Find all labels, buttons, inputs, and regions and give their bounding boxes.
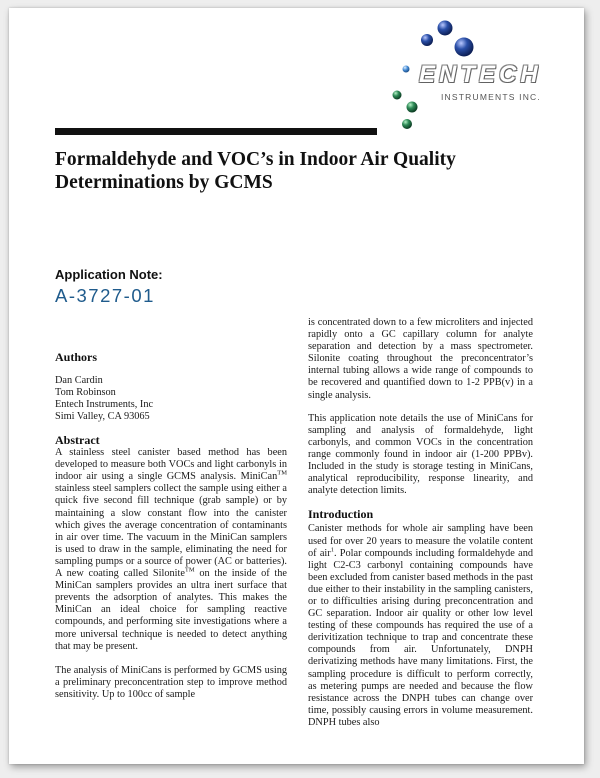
sphere-7 [402, 119, 412, 129]
right-paragraph-2: This application note details the use of MiniCans for sampling and analysis of formaldehyde, light carbonyls, and common VOCs in the concentration range commonly found in indoor air (1-200 PPBv). Included in the study is storage testing in MiniCans, analytical reproducibility, response linearity, and analyte detection limits. [308, 412, 533, 497]
abstract-text: stainless steel samplers collect the sample using either a quick five second fill technique (grab sample) or by maintaining a slow constant flow into the canister which gives the average concentration of contaminants in air over time. The vacuum in the MiniCan samplers is used to draw in the sample, eliminating the need for sampling pumps or a source of power (AC or batteries). A new coating called Silonite [55, 483, 287, 580]
abstract-heading: Abstract [55, 433, 100, 447]
author-line: Dan Cardin [55, 375, 103, 387]
abstract-text: on the inside of the MiniCan samplers provides an ultra inert surface that prevents the adsorption of analytes. This makes the MiniCan an ideal choice for sampling reactive compounds, and performing site investigations where a more universal technique is needed to detect anything that may be present. [55, 568, 287, 652]
trademark-mark: TM [277, 469, 287, 477]
sphere-4 [403, 66, 410, 73]
abstract-paragraph-1 [55, 447, 287, 653]
right-paragraph-1: is concentrated down to a few microliters and injected rapidly onto a GC capillary column for analyte separation and detection by a mass spectrometer. Silonite coating throughout the preconcentrator’s internal tubing allows a wide range of compounds to be recovered and quantified down to 1-2 PPB(v) in a single analysis. [308, 317, 533, 401]
document-title [55, 148, 555, 194]
brand-subtitle: INSTRUMENTS INC. [441, 92, 541, 102]
authors-section [55, 351, 287, 423]
brand-name: ENTECH [419, 61, 542, 88]
sphere-5 [393, 91, 402, 100]
sphere-6 [407, 102, 418, 113]
title-line-1: Formaldehyde and VOC’s in Indoor Air Quality [55, 149, 456, 170]
trademark-mark: TM [184, 566, 195, 574]
sphere-2 [421, 34, 433, 46]
introduction-paragraph [308, 523, 533, 729]
author-line: Tom Robinson [55, 387, 116, 399]
right-column [308, 317, 533, 729]
title-line-2: Determinations by GCMS [55, 172, 273, 193]
introduction-heading: Introduction [308, 507, 374, 522]
author-line: Simi Valley, CA 93065 [55, 411, 150, 423]
abstract-text: A stainless steel canister based method has been developed to measure both VOCs and light carbonyls in indoor air using a single GCMS analysis. MiniCan [55, 447, 287, 483]
author-line: Entech Instruments, Inc [55, 399, 154, 411]
app-note-label: Application Note: [55, 267, 163, 282]
app-note-number: A-3727-01 [55, 285, 155, 306]
citation-mark: 1 [330, 546, 334, 554]
intro-text: . Polar compounds including formaldehyde and light C2-C3 carbonyl containing compounds have been excluded from canister based methods in the past due either to their instability in the sampling canisters, or to difficulties arising during preconcentration and GC separation. Indoor air quality or other low level testing of these compounds has required the use of a derivitization technique to trap and concentrate these compounds from air. Unfortunately, DNPH derivatizing methods have many limitations. First, the sampling procedure is difficult to perform correctly, as metering pumps are needed and because the flow resistance across the DNPH tubes can change over time, possibly causing errors in volume measurement. DNPH tubes also [308, 547, 533, 728]
document-page [9, 8, 584, 764]
title-rule [55, 128, 377, 135]
intro-text: Canister methods for whole air sampling have been used for over 20 years to measure the volatile content of air [308, 523, 533, 559]
abstract-paragraph-2: The analysis of MiniCans is performed by GCMS using a preliminary preconcentration step to improve method sensitivity. Up to 100cc of sample [55, 664, 287, 700]
sphere-3 [455, 38, 474, 57]
authors-heading: Authors [55, 350, 98, 364]
abstract-section [55, 434, 287, 701]
sphere-1 [438, 21, 453, 36]
